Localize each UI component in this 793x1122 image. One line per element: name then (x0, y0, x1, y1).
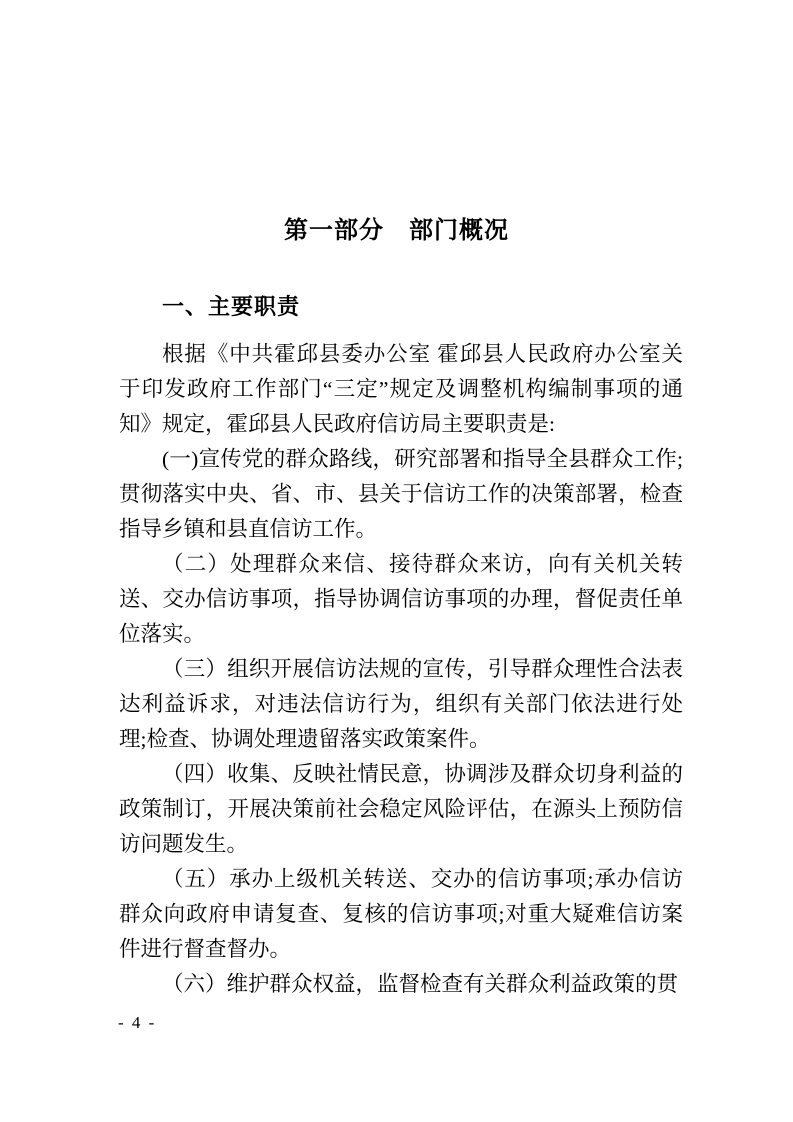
body-paragraph-item-3: （三）组织开展信访法规的宣传，引导群众理性合法表达利益诉求，对违法信访行为，组织有关部门依法进行处理;检查、协调处理遗留落实政策案件。 (119, 657, 683, 751)
section-heading: 一、主要职责 (162, 294, 301, 319)
body-paragraph-intro: 根据《中共霍邱县委办公室 霍邱县人民政府办公室关于印发政府工作部门“三定”规定及调整机构编制事项的通知》规定，霍邱县人民政府信访局主要职责是: (119, 342, 683, 436)
body-paragraph-item-1: (一)宣传党的群众路线，研究部署和指导全县群众工作;贯彻落实中央、省、市、县关于信访工作的决策部署，检查指导乡镇和县直信访工作。 (119, 447, 683, 541)
body-paragraph-item-5: （五）承办上级机关转送、交办的信访事项;承办信访群众向政府申请复查、复核的信访事项;对重大疑难信访案件进行督查督办。 (119, 867, 683, 961)
body-paragraph-item-6: （六）维护群众权益，监督检查有关群众利益政策的贯 (162, 972, 679, 996)
document-body (119, 337, 683, 1002)
body-paragraph-item-2: （二）处理群众来信、接待群众来访，向有关机关转送、交办信访事项，指导协调信访事项的办理，督促责任单位落实。 (119, 552, 683, 646)
document-title: 第一部分 部门概况 (284, 217, 509, 244)
page-number: - 4 - (118, 1013, 157, 1032)
body-paragraph-item-4: （四）收集、反映社情民意，协调涉及群众切身利益的政策制订，开展决策前社会稳定风险评估，在源头上预防信访问题发生。 (119, 762, 683, 856)
